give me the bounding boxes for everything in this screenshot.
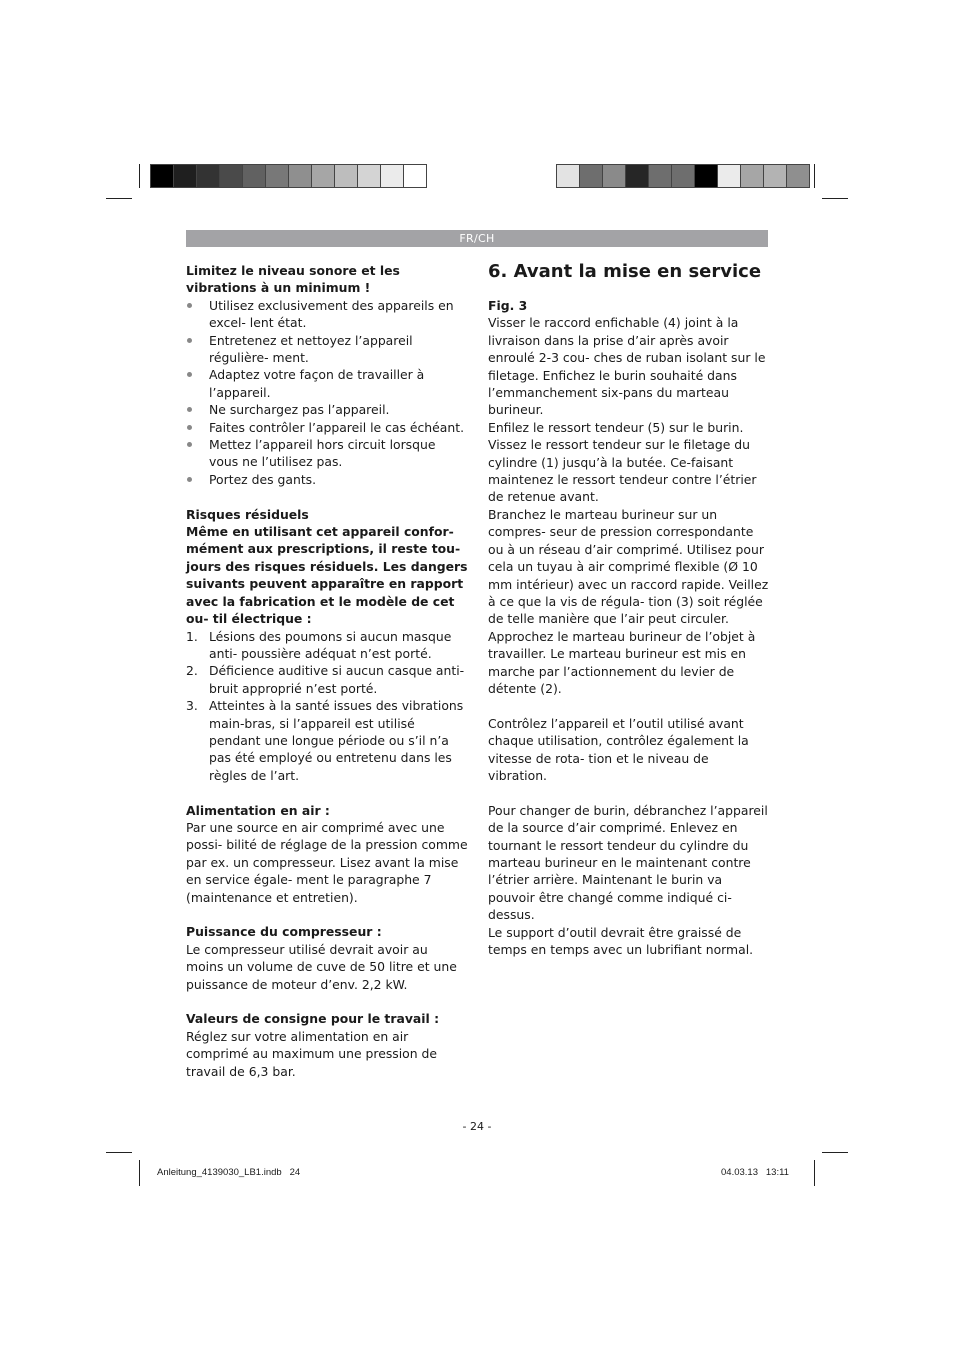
bullet-item: Ne surchargez pas l’appareil. [186, 401, 468, 418]
crop-mark-top-right [822, 198, 848, 199]
color-swatch [763, 164, 787, 188]
color-swatch [625, 164, 649, 188]
color-swatch [403, 164, 427, 188]
bullet-item: Utilisez exclusivement des appareils en excel- lent état. [186, 297, 468, 332]
compressor-text: Le compresseur utilisé devrait avoir au moins un volume de cuve de 50 litre et une puissance de moteur d’env. 2,2 kW. [186, 941, 457, 992]
color-swatch [288, 164, 312, 188]
crop-mark-top-left [106, 198, 132, 199]
item-text: Déficience auditive si aucun casque anti-bruit approprié n’est porté. [209, 663, 465, 696]
setpoints-text: Réglez sur votre alimentation en air comprimé au maximum une pression de travail de 6,3 bar. [186, 1028, 438, 1079]
bullet-item: Portez des gants. [186, 471, 468, 488]
crop-mark-bottom-left-v [139, 1160, 140, 1186]
setpoints-heading: Valeurs de consigne pour le travail : [186, 1011, 440, 1027]
crop-mark-top-left-v [139, 164, 140, 188]
color-swatch [196, 164, 220, 188]
numbered-item [186, 628, 468, 663]
item-number: 1. [186, 628, 198, 644]
color-swatch [311, 164, 335, 188]
air-heading: Alimentation en air : [186, 802, 330, 818]
numbered-item [186, 662, 468, 697]
paragraph: Enfilez le ressort tendeur (5) sur le burin. Vissez le ressort tendeur sur le filetage du cylindre (1) jusqu’à la butée. Ce-faisant maintenez le ressort tendeur contre l’étrier de retenue avant. [488, 419, 757, 505]
crop-mark-bottom-right [822, 1152, 848, 1153]
crop-mark-top-right-v [814, 164, 815, 188]
color-swatch [717, 164, 741, 188]
left-column [186, 262, 468, 1080]
section-title: 6. Avant la mise en service [488, 261, 762, 282]
bullet-item: Mettez l’appareil hors circuit lorsque vous ne l’utilisez pas. [186, 436, 468, 471]
color-swatch [740, 164, 764, 188]
paragraph: Le support d’outil devrait être graissé de temps en temps avec un lubrifiant normal. [488, 924, 754, 957]
footer-timestamp: 04.03.13 13:11 [721, 1167, 789, 1178]
page-number: - 24 - [462, 1120, 492, 1133]
residual-heading: Risques résiduels [186, 506, 309, 522]
bullet-item: Entretenez et nettoyez l’appareil régulière- ment. [186, 332, 468, 367]
color-swatch [150, 164, 174, 188]
color-swatch [602, 164, 626, 188]
footer-filename: Anleitung_4139030_LB1.indb 24 [157, 1167, 301, 1178]
paragraph: Contrôlez l’appareil et l’outil utilisé avant chaque utilisation, contrôlez également la vitesse de rota- tion et le niveau de vibration. [488, 715, 749, 783]
color-swatch [579, 164, 603, 188]
item-number: 2. [186, 663, 198, 679]
crop-mark-bottom-left [106, 1152, 132, 1153]
color-swatch [173, 164, 197, 188]
right-column [488, 260, 770, 958]
color-swatch [380, 164, 404, 188]
figure-reference: Fig. 3 [488, 298, 528, 313]
item-text: Lésions des poumons si aucun masque anti- poussière adéquat n’est porté. [209, 628, 452, 661]
color-swatch [334, 164, 358, 188]
color-swatch [265, 164, 289, 188]
color-swatch [671, 164, 695, 188]
compressor-heading: Puissance du compresseur : [186, 924, 382, 940]
color-swatch [357, 164, 381, 188]
crop-mark-bottom-right-v [814, 1160, 815, 1186]
noise-bullet-list [186, 297, 468, 488]
color-swatch [556, 164, 580, 188]
color-bar-right [556, 164, 809, 188]
color-swatch [242, 164, 266, 188]
air-text: Par une source en air comprimé avec une possi- bilité de réglage de la pression comme par ex. un compresseur. Lisez avant la mise en service égale- ment le paragraphe 7 (maintenance et entretien). [186, 819, 468, 905]
color-swatch [648, 164, 672, 188]
color-swatch [694, 164, 718, 188]
paragraph: Visser le raccord enfichable (4) joint à la livraison dans la prise d’air après avoir enroulé 2-3 cou- ches de ruban isolant sur le filetage. Enfichez le burin souhaité dans l’emmanchement six-pans du marteau burineur. [488, 315, 766, 418]
paragraph: Pour changer de burin, débranchez l’appareil de la source d’air comprimé. Enlevez en tournant le ressort tendeur du cylindre du marteau burineur en le maintenant contre l’étrier arrière. Maintenant le burin va pouvoir être changé comme indiqué ci-dessus. [488, 802, 768, 923]
paragraph: Branchez le marteau burineur sur un compres- seur de pression correspondante ou à un réseau d’air comprimé. Utilisez pour cela un tuyau à air comprimé flexible (Ø 10 mm intérieur) avec un raccord rapide. Veillez à ce que la vis de régula- tion (3) soit réglée de telle manière que l’air peut circuler. Approchez le marteau burineur de l’objet à travailler. Le marteau burineur est mis en marche par l’actionnement du levier de détente (2). [488, 506, 769, 696]
item-number: 3. [186, 698, 198, 714]
language-band: FR/CH [186, 230, 768, 247]
color-swatch [786, 164, 810, 188]
noise-heading: Limitez le niveau sonore et les vibrations à un minimum ! [186, 263, 400, 296]
item-text: Atteintes à la santé issues des vibrations main-bras, si l’appareil est utilisé pendant une longue période ou s’il n’a pas été employé ou entretenu dans les règles de l’art. [209, 698, 464, 783]
bullet-item: Faites contrôler l’appareil le cas échéant. [186, 419, 468, 436]
bullet-item: Adaptez votre façon de travailler à l’appareil. [186, 366, 468, 401]
color-bar-left [150, 164, 426, 188]
numbered-item [186, 697, 468, 784]
residual-intro: Même en utilisant cet appareil confor- mément aux prescriptions, il reste tou- jours des risques résiduels. Les dangers suivants peuvent apparaître en rapport avec la fabrication et le modèle de cet ou- til électrique : [186, 524, 468, 627]
color-swatch [219, 164, 243, 188]
residual-list [186, 628, 468, 785]
